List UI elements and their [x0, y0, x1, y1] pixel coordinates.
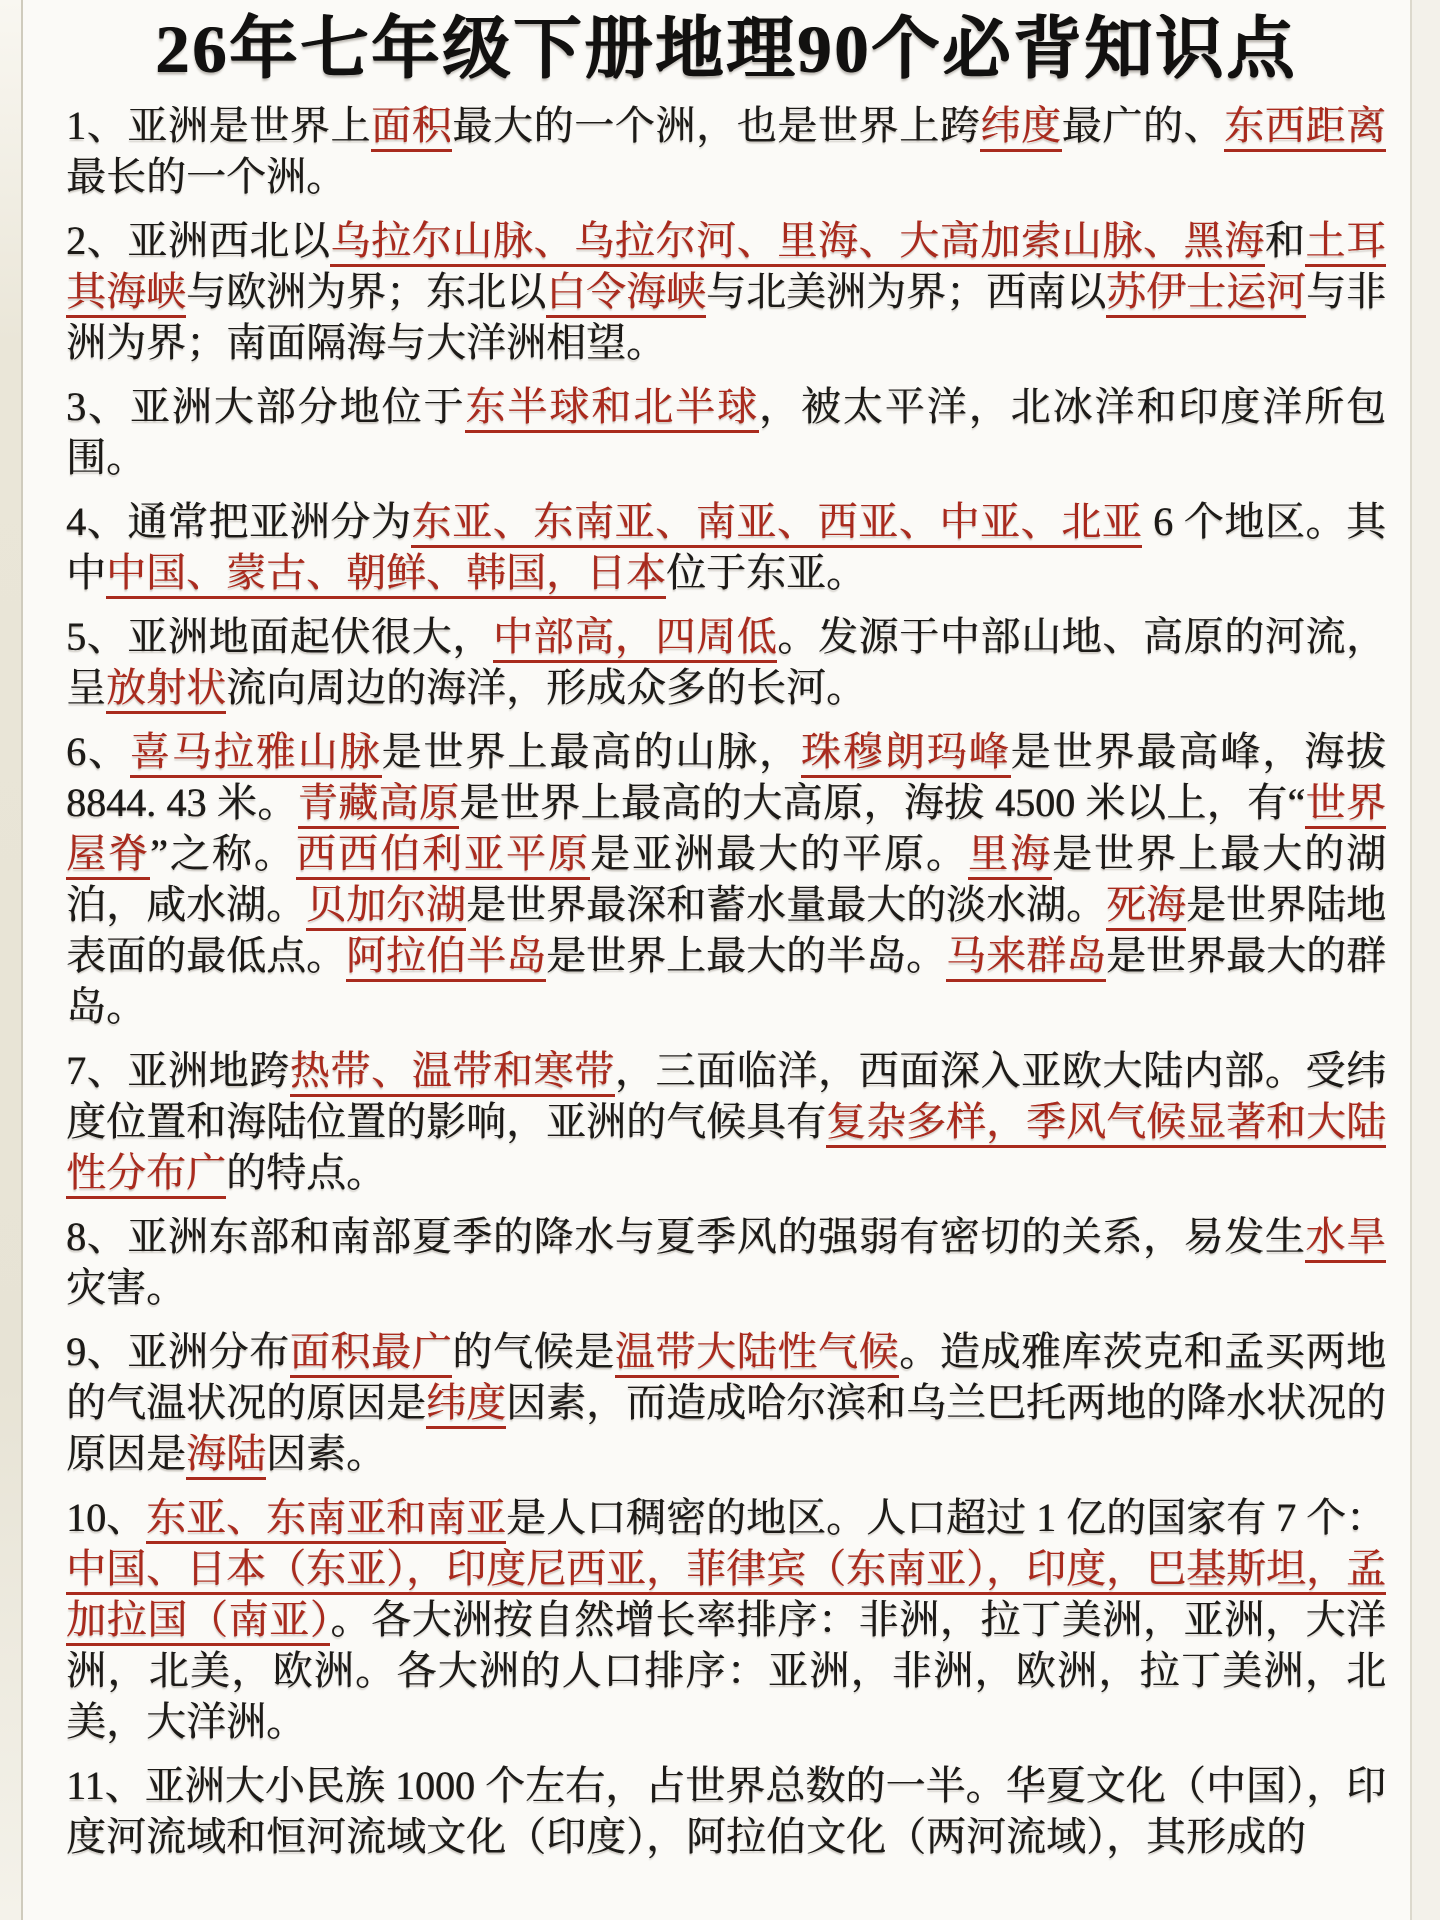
highlight-term: 复杂多样，季风气候显著和大陆性分布广 — [66, 1099, 1386, 1199]
knowledge-point — [66, 1211, 1386, 1313]
text-segment: 6、 — [66, 729, 130, 774]
highlight-term: 中部高，四周低 — [493, 614, 777, 663]
highlight-term: 白令海峡 — [546, 269, 706, 318]
text-segment: 与北美洲为界；西南以 — [706, 269, 1106, 314]
knowledge-point — [66, 381, 1386, 483]
highlight-term: 青藏高原 — [298, 780, 460, 829]
text-segment: 灾害。 — [66, 1265, 186, 1310]
highlight-term: 贝加尔湖 — [306, 882, 466, 931]
highlight-term: 死海 — [1106, 882, 1186, 931]
text-segment: 2、亚洲西北以 — [66, 218, 331, 263]
knowledge-point — [66, 1045, 1386, 1198]
highlight-term: 纬度 — [426, 1380, 506, 1429]
page-title: 26年七年级下册地理90个必背知识点 — [154, 11, 1297, 87]
knowledge-list — [66, 100, 1386, 1862]
text-segment: 是亚洲最大的平原。 — [589, 831, 968, 876]
text-segment: 最大的一个洲，也是世界上跨 — [452, 103, 981, 148]
highlight-term: 中国、蒙古、朝鲜、韩国，日本 — [106, 550, 666, 599]
text-segment: 因素。 — [266, 1431, 386, 1476]
highlight-term: 纬度 — [980, 103, 1061, 152]
document-content — [66, 10, 1386, 1862]
highlight-term: 苏伊士运河 — [1106, 269, 1306, 318]
text-segment: 。各大洲按自然增长率排序：非洲，拉丁美洲，亚洲，大洋洲，北美，欧洲。各大洲的人口排序：亚洲，非洲，欧洲，拉丁美洲，北美，大洋洲。 — [66, 1597, 1386, 1744]
text-segment: 9、亚洲分布 — [66, 1329, 290, 1374]
text-segment: 流向周边的海洋，形成众多的长河。 — [226, 665, 866, 710]
text-segment: 11、亚洲大小民族 1000 个左右，占世界总数的一半。华夏文化（中国），印度河流域和恒河流域文化（印度），阿拉伯文化（两河流域），其形成的 — [66, 1763, 1386, 1859]
text-segment: 与欧洲为界；东北以 — [186, 269, 546, 314]
text-segment: 是世界最高峰，海拔 8844. 43 米。 — [66, 729, 1387, 825]
highlight-term: 世界屋脊 — [66, 780, 1386, 880]
text-segment: 是世界最大的群岛。 — [66, 933, 1386, 1029]
text-segment: ，被太平洋，北冰洋和印度洋所包围。 — [66, 384, 1387, 480]
knowledge-point — [66, 611, 1386, 713]
text-segment: 与非洲为界；南面隔海与大洋洲相望。 — [66, 269, 1386, 365]
page-right-margin — [1410, 0, 1440, 1920]
text-segment: 的特点。 — [226, 1150, 386, 1195]
text-segment: 是世界最深和蓄水量最大的淡水湖。 — [466, 882, 1106, 927]
highlight-term: 东亚、东南亚和南亚 — [146, 1495, 506, 1544]
text-segment: 位于东亚。 — [666, 550, 866, 595]
knowledge-point — [66, 1326, 1386, 1479]
knowledge-point — [66, 1492, 1386, 1747]
text-segment: 和 — [1264, 218, 1306, 263]
knowledge-point — [66, 215, 1386, 368]
highlight-term: 珠穆朗玛峰 — [801, 729, 1011, 778]
text-segment: 10、 — [66, 1495, 146, 1540]
text-segment: 。造成雅库茨克和孟买两地的气温状况的原因是 — [66, 1329, 1386, 1425]
highlight-term: 中国、日本（东亚），印度尼西亚，菲律宾（东南亚），印度，巴基斯坦，孟加拉国（南亚） — [66, 1546, 1386, 1646]
highlight-term: 西西伯利亚平原 — [296, 831, 590, 880]
text-segment: 7、亚洲地跨 — [66, 1048, 290, 1093]
highlight-term: 面积 — [371, 103, 452, 152]
highlight-term: 里海 — [968, 831, 1052, 880]
text-segment: 1、亚洲是世界上 — [66, 103, 371, 148]
highlight-term: 水旱 — [1305, 1214, 1386, 1263]
highlight-term: 土耳其海峡 — [66, 218, 1386, 318]
highlight-term: 温带大陆性气候 — [615, 1329, 899, 1378]
highlight-term: 海陆 — [186, 1431, 266, 1480]
highlight-term: 马来群岛 — [946, 933, 1106, 982]
text-segment: 6 个地区。其中 — [66, 499, 1387, 595]
highlight-term: 东半球和北半球 — [465, 384, 759, 433]
text-segment: 的气候是 — [452, 1329, 615, 1374]
highlight-term: 东亚、东南亚、南亚、西亚、中亚、北亚 — [411, 499, 1142, 548]
highlight-term: 阿拉伯半岛 — [346, 933, 546, 982]
page-left-margin — [0, 0, 23, 1920]
text-segment: 因素，而造成哈尔滨和乌兰巴托两地的降水状况的原因是 — [66, 1380, 1386, 1476]
text-segment: 。发源于中部山地、高原的河流，呈 — [66, 614, 1386, 710]
text-segment: ”之称。 — [150, 831, 296, 876]
highlight-term: 东西距离 — [1224, 103, 1386, 152]
text-segment: 是世界陆地表面的最低点。 — [66, 882, 1386, 978]
text-segment: 8、亚洲东部和南部夏季的降水与夏季风的强弱有密切的关系，易发生 — [66, 1214, 1306, 1259]
text-segment: 5、亚洲地面起伏很大， — [66, 614, 493, 659]
text-segment: 最广的、 — [1061, 103, 1225, 148]
knowledge-point — [66, 100, 1386, 202]
text-segment: 是世界上最大的湖泊，咸水湖。 — [66, 831, 1387, 927]
highlight-term: 放射状 — [106, 665, 226, 714]
text-segment: 是人口稠密的地区。人口超过 1 亿的国家有 7 个： — [506, 1495, 1386, 1540]
highlight-term: 面积最广 — [290, 1329, 453, 1378]
knowledge-point — [66, 726, 1386, 1032]
text-segment: 是世界上最高的大高原，海拔 4500 米以上，有“ — [459, 780, 1306, 825]
highlight-term: 喜马拉雅山脉 — [130, 729, 382, 778]
text-segment: 最长的一个洲。 — [66, 154, 346, 199]
knowledge-point — [66, 496, 1386, 598]
text-segment: ，三面临洋，西面深入亚欧大陆内部。受纬度位置和海陆位置的影响，亚洲的气候具有 — [66, 1048, 1386, 1144]
highlight-term: 乌拉尔山脉、乌拉尔河、里海、大高加索山脉、黑海 — [330, 218, 1264, 267]
text-segment: 4、通常把亚洲分为 — [66, 499, 412, 544]
text-segment: 是世界上最高的山脉， — [381, 729, 801, 774]
text-segment: 是世界上最大的半岛。 — [546, 933, 946, 978]
highlight-term: 热带、温带和寒带 — [290, 1048, 615, 1097]
knowledge-point — [66, 1760, 1386, 1862]
text-segment: 3、亚洲大部分地位于 — [66, 384, 466, 429]
